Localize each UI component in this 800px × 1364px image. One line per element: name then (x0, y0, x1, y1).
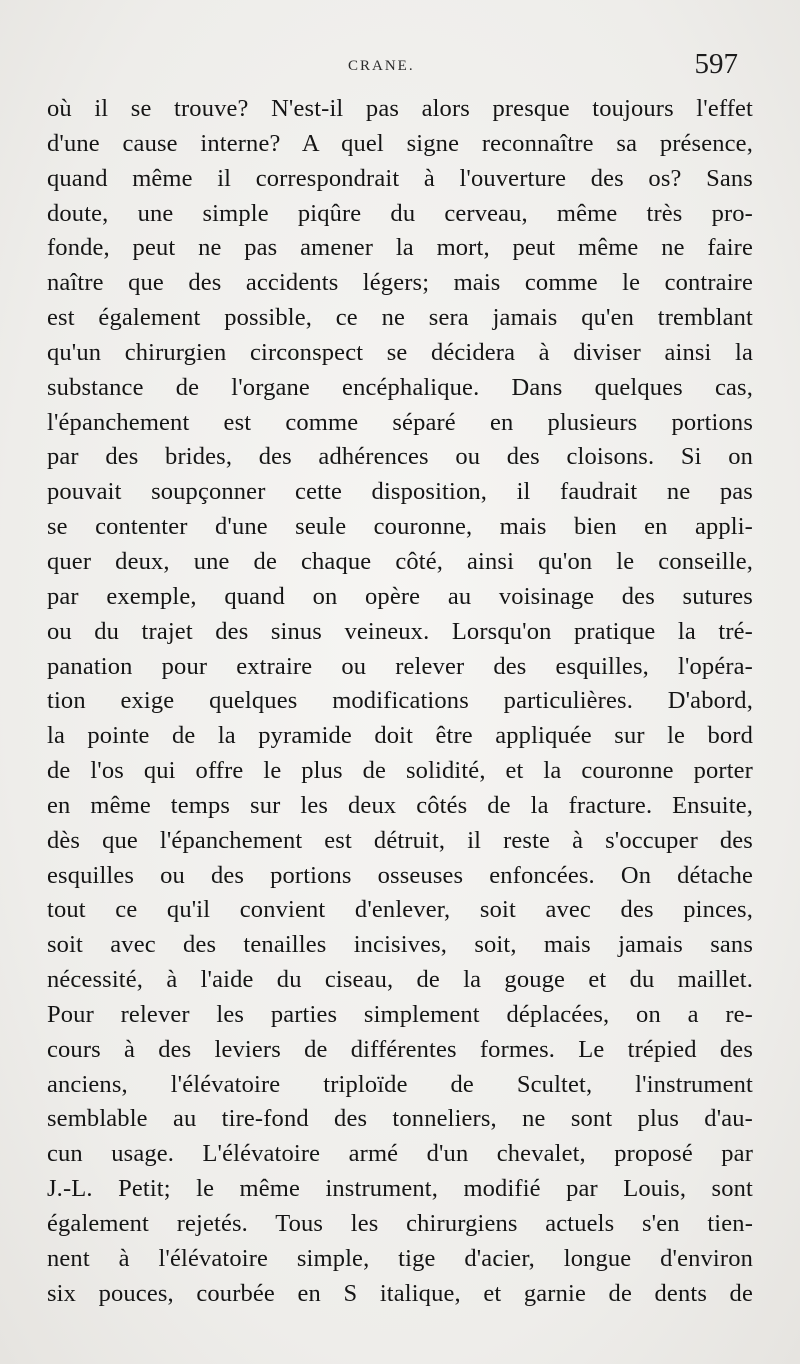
text-line: est également possible, ce ne sera jamais qu'en tremblant (47, 304, 753, 332)
text-line: ou du trajet des sinus veineux. Lorsqu'on pratique la tré- (47, 617, 753, 645)
text-line: soit avec des tenailles incisives, soit, mais jamais sans (47, 931, 753, 959)
text-line: substance de l'organe encéphalique. Dans quelques cas, (47, 373, 753, 401)
text-line: quand même il correspondrait à l'ouverture des os? Sans (47, 164, 753, 192)
text-line: quer deux, une de chaque côté, ainsi qu'on le conseille, (47, 547, 753, 575)
text-line: naître que des accidents légers; mais comme le contraire (47, 269, 753, 297)
text-line: d'une cause interne? A quel signe reconnaître sa présence, (47, 129, 753, 157)
text-line: par des brides, des adhérences ou des cloisons. Si on (47, 443, 753, 471)
text-line: se contenter d'une seule couronne, mais bien en appli- (47, 513, 753, 541)
text-line: nécessité, à l'aide du ciseau, de la gouge et du maillet. (47, 966, 753, 994)
body-text (47, 92, 753, 1312)
running-title: CRANE. (348, 58, 415, 74)
text-line: en même temps sur les deux côtés de la fracture. Ensuite, (47, 791, 753, 819)
text-line: où il se trouve? N'est-il pas alors presque toujours l'effet (47, 95, 753, 122)
text-line: tion exige quelques modifications particulières. D'abord, (47, 687, 753, 715)
text-line: tout ce qu'il convient d'enlever, soit avec des pinces, (47, 896, 753, 924)
page-header (0, 48, 800, 88)
text-line: qu'un chirurgien circonspect se décidera à diviser ainsi la (47, 338, 753, 366)
text-line: dès que l'épanchement est détruit, il reste à s'occuper des (47, 826, 753, 854)
text-line: l'épanchement est comme séparé en plusieurs portions (47, 408, 753, 436)
text-line: J.-L. Petit; le même instrument, modifié par Louis, sont (47, 1175, 753, 1203)
text-line: également rejetés. Tous les chirurgiens actuels s'en tien- (47, 1210, 753, 1237)
text-line: cours à des leviers de différentes formes. Le trépied des (47, 1035, 753, 1063)
text-line: doute, une simple piqûre du cerveau, même très pro- (47, 199, 753, 227)
text-line: nent à l'élévatoire simple, tige d'acier, longue d'environ (47, 1244, 753, 1272)
text-line: esquilles ou des portions osseuses enfoncées. On détache (47, 861, 753, 889)
text-line: Pour relever les parties simplement déplacées, on a re- (47, 1000, 753, 1028)
text-line: panation pour extraire ou relever des esquilles, l'opéra- (47, 652, 753, 680)
text-line: pouvait soupçonner cette disposition, il faudrait ne pas (47, 478, 753, 506)
text-line: six pouces, courbée en S italique, et garnie de dents de (47, 1279, 753, 1307)
text-line: fonde, peut ne pas amener la mort, peut même ne faire (47, 234, 753, 262)
text-line: anciens, l'élévatoire triploïde de Scultet, l'instrument (47, 1070, 753, 1098)
text-line: de l'os qui offre le plus de solidité, et la couronne porter (47, 757, 753, 785)
text-line: cun usage. L'élévatoire armé d'un chevalet, proposé par (47, 1140, 753, 1168)
page-number: 597 (694, 48, 738, 80)
text-line: semblable au tire-fond des tonneliers, ne sont plus d'au- (47, 1105, 753, 1133)
text-line: la pointe de la pyramide doit être appliquée sur le bord (47, 722, 753, 750)
text-line: par exemple, quand on opère au voisinage des sutures (47, 582, 753, 610)
